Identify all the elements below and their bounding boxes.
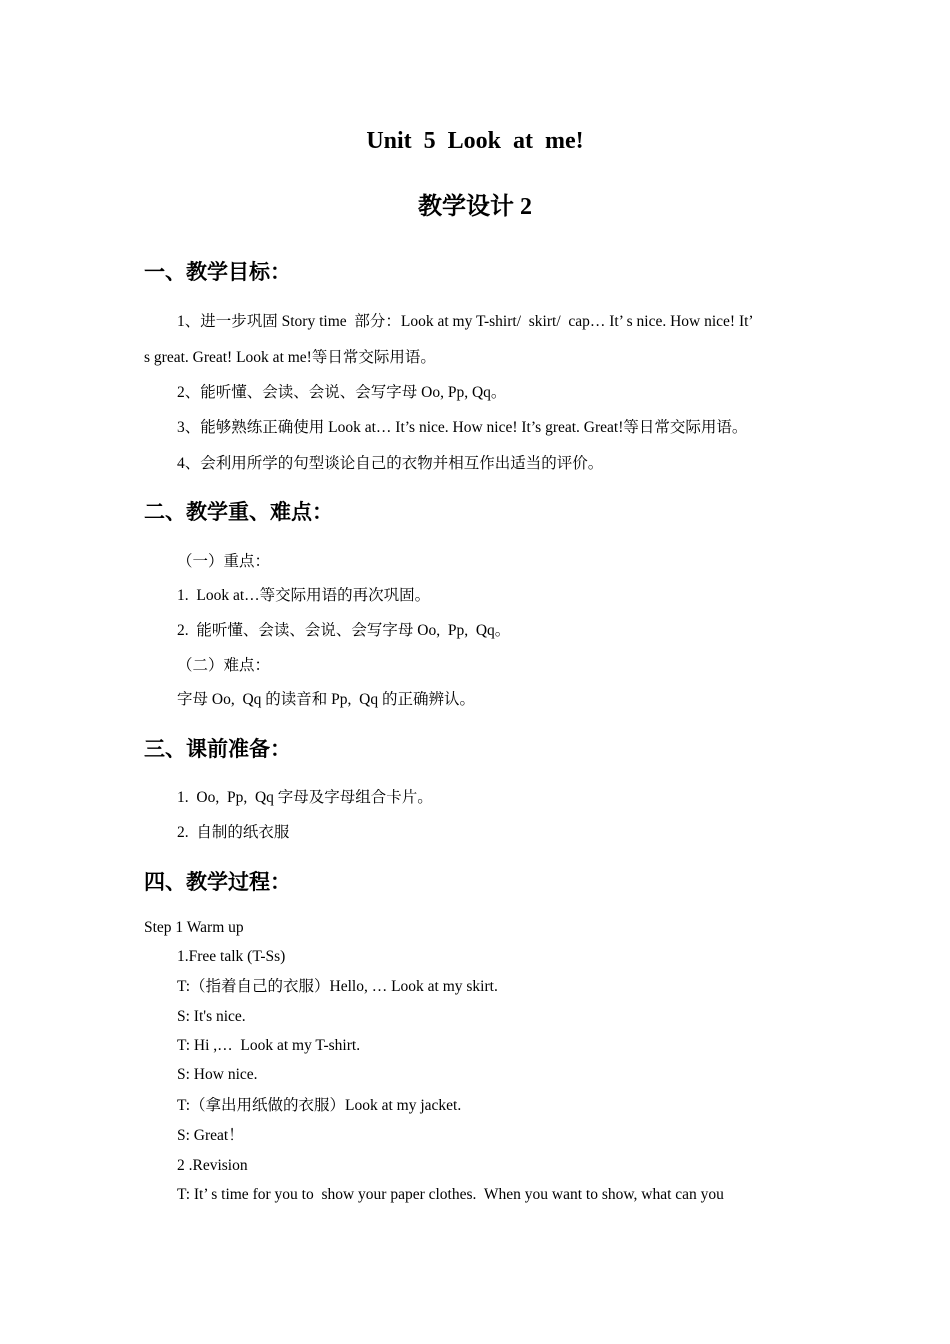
section-heading-objectives: 一、教学目标： bbox=[144, 260, 291, 284]
key-point-item: 2. 能听懂、会读、会说、会写字母 Oo, Pp, Qq。 bbox=[177, 622, 511, 639]
section-heading-preparation: 三、课前准备： bbox=[144, 737, 291, 761]
preparation-item: 1. Oo, Pp, Qq 字母及字母组合卡片。 bbox=[177, 789, 433, 806]
objective-item: 3、能够熟练正确使用 Look at… It’s nice. How nice! It’s great. Great!等日常交际用语。 bbox=[177, 419, 748, 436]
procedure-line: T: It’ s time for you to show your paper clothes. When you want to show, what can you bbox=[177, 1186, 724, 1203]
procedure-line: S: How nice. bbox=[177, 1066, 258, 1083]
step-heading: Step 1 Warm up bbox=[144, 919, 244, 936]
procedure-line: S: Great！ bbox=[177, 1127, 244, 1144]
procedure-line: S: It's nice. bbox=[177, 1008, 246, 1025]
procedure-line: T: Hi ,… Look at my T-shirt. bbox=[177, 1037, 361, 1054]
document-title: Unit 5 Look at me! bbox=[366, 128, 584, 154]
procedure-line: 2 .Revision bbox=[177, 1157, 248, 1174]
objective-item: 1、进一步巩固 Story time 部分：Look at my T-shirt/ skirt/ cap… It’ s nice. How nice! It’ bbox=[177, 313, 754, 330]
difficulty-subheading: （二）难点： bbox=[177, 657, 271, 674]
key-point-item: 1. Look at…等交际用语的再次巩固。 bbox=[177, 587, 431, 604]
objective-item: 4、会利用所学的句型谈论自己的衣物并相互作出适当的评价。 bbox=[177, 455, 604, 472]
document-subtitle: 教学设计 2 bbox=[418, 194, 532, 220]
key-point-subheading: （一）重点： bbox=[177, 553, 271, 570]
procedure-line: 1.Free talk (T-Ss) bbox=[177, 948, 286, 965]
section-heading-procedure: 四、教学过程： bbox=[144, 870, 291, 894]
preparation-item: 2. 自制的纸衣服 bbox=[177, 824, 290, 841]
procedure-line: T:（拿出用纸做的衣服）Look at my jacket. bbox=[177, 1097, 462, 1114]
section-heading-key-points: 二、教学重、难点： bbox=[144, 500, 333, 524]
objective-item-continued: s great. Great! Look at me!等日常交际用语。 bbox=[144, 349, 436, 366]
difficulty-item: 字母 Oo, Qq 的读音和 Pp, Qq 的正确辨认。 bbox=[177, 691, 475, 708]
objective-item: 2、能听懂、会读、会说、会写字母 Oo, Pp, Qq。 bbox=[177, 384, 507, 401]
procedure-line: T:（指着自己的衣服）Hello, … Look at my skirt. bbox=[177, 978, 498, 995]
